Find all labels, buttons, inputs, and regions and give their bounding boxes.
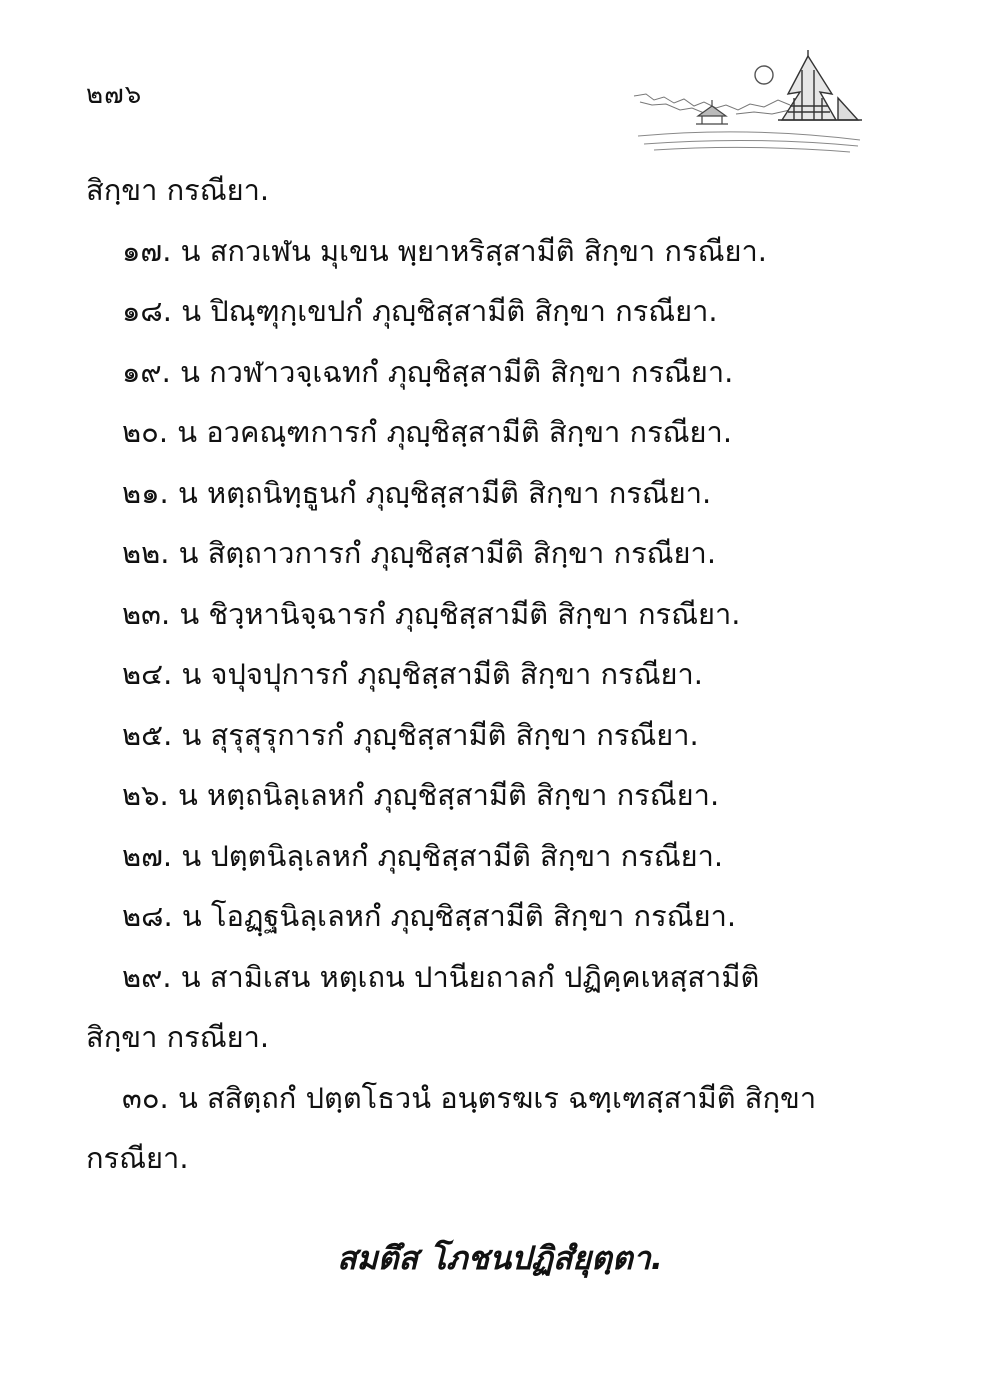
temple-icon — [778, 50, 862, 120]
rule-25: ๒๕. น สุรุสุรุการกํ ภุญฺชิสฺสามีติ สิกฺขา กรณียา. — [122, 717, 699, 752]
rule-26: ๒๖. น หตฺถนิลฺเลหกํ ภุญฺชิสฺสามีติ สิกฺขา กรณียา. — [122, 778, 720, 812]
rule-20: ๒๐. น อวคณฺฑการกํ ภุญฺชิสฺสามีติ สิกฺขา กรณียา. — [122, 415, 733, 449]
rule-23: ๒๓. น ชิวฺหานิจฺฉารกํ ภุญฺชิสฺสามีติ สิกฺขา กรณียา. — [122, 596, 741, 631]
rule-19: ๑๙. น กวฬาวจฺเฉทกํ ภุญฺชิสฺสามีติ สิกฺขา กรณียา. — [122, 354, 734, 389]
section-closing-title: สมตึส โภชนปฏิสํยุตฺตา. — [337, 1239, 663, 1277]
ground-lines — [638, 132, 860, 152]
temple-landscape-illustration — [632, 50, 864, 158]
rule-27: ๒๗. น ปตฺตนิลฺเลหกํ ภุญฺชิสฺสามีติ สิกฺขา กรณียา. — [122, 838, 724, 873]
rule-24: ๒๔. น จปุจปุการกํ ภุญฺชิสฺสามีติ สิกฺขา กรณียา. — [122, 657, 704, 691]
rule-17: ๑๗. น สกวเฬน มุเขน พฺยาหริสฺสามีติ สิกฺขา กรณียา. — [122, 233, 767, 268]
rule-30: ๓๐. น สสิตฺถกํ ปตฺตโธวนํ อนฺตรฆเร ฉฑฺเฑสฺสามีติ สิกฺขา — [122, 1080, 817, 1115]
rule-21: ๒๑. น หตฺถนิทฺธูนกํ ภุญฺชิสฺสามีติ สิกฺขา กรณียา. — [122, 475, 712, 510]
rule-29: ๒๙. น สามิเสน หตฺเถน ปานียถาลกํ ปฏิคฺคเหสฺสามีติ — [122, 959, 760, 994]
text-line: สิกฺขา กรณียา. — [86, 173, 270, 207]
moon-icon — [755, 66, 773, 84]
rule-29-continuation: สิกฺขา กรณียา. — [86, 1020, 270, 1054]
page-number: ๒๗๖ — [86, 80, 143, 110]
body-text — [86, 160, 886, 1189]
rule-22: ๒๒. น สิตฺถาวการกํ ภุญฺชิสฺสามีติ สิกฺขา กรณียา. — [122, 536, 717, 570]
rule-30-continuation: กรณียา. — [86, 1141, 189, 1175]
rule-28: ๒๘. น โอฏฺฐนิลฺเลหกํ ภุญฺชิสฺสามีติ สิกฺขา กรณียา. — [122, 899, 737, 933]
rule-18: ๑๘. น ปิณฺฑุกฺเขปกํ ภุญฺชิสฺสามีติ สิกฺขา กรณียา. — [122, 294, 718, 328]
